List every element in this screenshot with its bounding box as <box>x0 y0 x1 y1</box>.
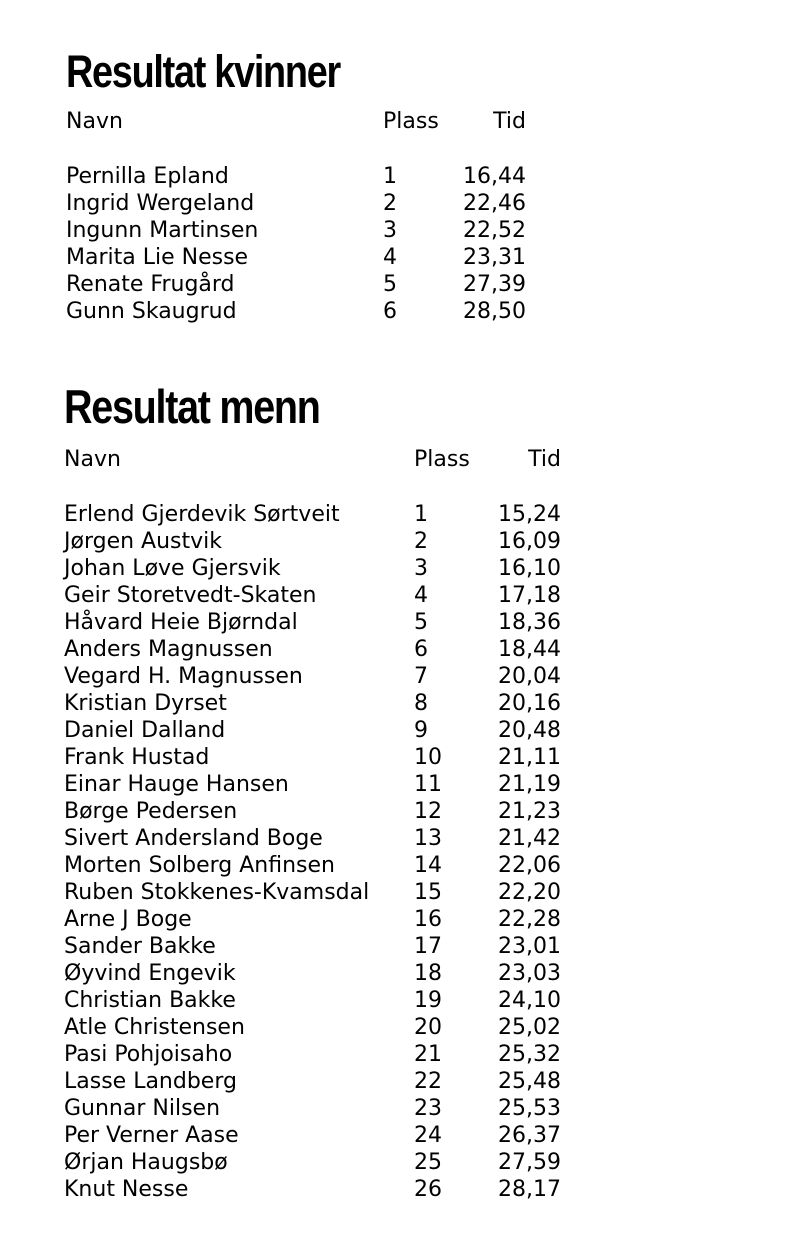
finish-time: 18,44 <box>498 637 561 662</box>
placement: 2 <box>383 191 397 216</box>
finish-time: 23,03 <box>498 961 561 986</box>
result-row <box>66 298 546 325</box>
placement: 24 <box>414 1123 442 1148</box>
placement: 15 <box>414 880 442 905</box>
placement: 14 <box>414 853 442 878</box>
women-results-section <box>66 44 546 325</box>
athlete-name: Pasi Pohjoisaho <box>64 1042 233 1067</box>
time-column-header: Tid <box>493 109 526 134</box>
athlete-name: Vegard H. Magnussen <box>64 664 303 689</box>
result-row <box>64 852 584 879</box>
athlete-name: Gunn Skaugrud <box>66 299 237 324</box>
result-row <box>66 271 546 298</box>
finish-time: 25,48 <box>498 1069 561 1094</box>
finish-time: 23,31 <box>463 245 526 270</box>
athlete-name: Renate Frugård <box>66 272 235 297</box>
finish-time: 23,01 <box>498 934 561 959</box>
result-row <box>64 771 584 798</box>
result-row <box>64 798 584 825</box>
placement: 17 <box>414 934 442 959</box>
finish-time: 25,02 <box>498 1015 561 1040</box>
result-row <box>64 1068 584 1095</box>
placement: 1 <box>383 164 397 189</box>
athlete-name: Anders Magnussen <box>64 637 273 662</box>
result-row <box>64 582 584 609</box>
placement: 9 <box>414 718 428 743</box>
athlete-name: Erlend Gjerdevik Sørtveit <box>64 502 340 527</box>
athlete-name: Øyvind Engevik <box>64 961 236 986</box>
athlete-name: Morten Solberg Anfinsen <box>64 853 335 878</box>
placement: 11 <box>414 772 442 797</box>
result-row <box>64 1041 584 1068</box>
men-results-section <box>64 378 584 1203</box>
athlete-name: Ruben Stokkenes-Kvamsdal <box>64 880 370 905</box>
result-row <box>64 1176 584 1203</box>
finish-time: 27,59 <box>498 1150 561 1175</box>
finish-time: 28,17 <box>498 1177 561 1202</box>
name-column-header: Navn <box>66 109 123 134</box>
athlete-name: Sivert Andersland Boge <box>64 826 323 851</box>
men-results-list <box>64 501 584 1203</box>
athlete-name: Marita Lie Nesse <box>66 245 249 270</box>
result-row <box>64 690 584 717</box>
result-row <box>66 244 546 271</box>
placement: 1 <box>414 502 428 527</box>
result-row <box>64 636 584 663</box>
result-row <box>64 879 584 906</box>
placement: 4 <box>414 583 428 608</box>
place-column-header: Plass <box>383 109 439 134</box>
finish-time: 27,39 <box>463 272 526 297</box>
athlete-name: Geir Storetvedt-Skaten <box>64 583 317 608</box>
result-row <box>64 825 584 852</box>
finish-time: 25,32 <box>498 1042 561 1067</box>
place-column-header: Plass <box>414 447 470 472</box>
women-results-list <box>66 163 546 325</box>
finish-time: 22,52 <box>463 218 526 243</box>
result-row <box>64 987 584 1014</box>
placement: 13 <box>414 826 442 851</box>
finish-time: 22,06 <box>498 853 561 878</box>
athlete-name: Håvard Heie Bjørndal <box>64 610 298 635</box>
athlete-name: Atle Christensen <box>64 1015 245 1040</box>
finish-time: 20,48 <box>498 718 561 743</box>
men-column-headers <box>64 446 584 473</box>
placement: 16 <box>414 907 442 932</box>
placement: 22 <box>414 1069 442 1094</box>
result-row <box>64 528 584 555</box>
result-row <box>64 933 584 960</box>
placement: 23 <box>414 1096 442 1121</box>
result-row <box>64 906 584 933</box>
finish-time: 22,46 <box>463 191 526 216</box>
finish-time: 18,36 <box>498 610 561 635</box>
result-row <box>64 960 584 987</box>
finish-time: 21,19 <box>498 772 561 797</box>
placement: 20 <box>414 1015 442 1040</box>
finish-time: 21,42 <box>498 826 561 851</box>
finish-time: 21,23 <box>498 799 561 824</box>
finish-time: 16,44 <box>463 164 526 189</box>
placement: 6 <box>414 637 428 662</box>
athlete-name: Christian Bakke <box>64 988 236 1013</box>
athlete-name: Knut Nesse <box>64 1177 189 1202</box>
finish-time: 26,37 <box>498 1123 561 1148</box>
placement: 3 <box>414 556 428 581</box>
placement: 5 <box>383 272 397 297</box>
athlete-name: Arne J Boge <box>64 907 192 932</box>
name-column-header: Navn <box>64 447 121 472</box>
placement: 19 <box>414 988 442 1013</box>
finish-time: 22,20 <box>498 880 561 905</box>
placement: 26 <box>414 1177 442 1202</box>
placement: 8 <box>414 691 428 716</box>
result-row <box>64 1095 584 1122</box>
placement: 18 <box>414 961 442 986</box>
placement: 10 <box>414 745 442 770</box>
athlete-name: Ingrid Wergeland <box>66 191 255 216</box>
finish-time: 15,24 <box>498 502 561 527</box>
placement: 6 <box>383 299 397 324</box>
placement: 7 <box>414 664 428 689</box>
finish-time: 20,16 <box>498 691 561 716</box>
athlete-name: Jørgen Austvik <box>64 529 222 554</box>
women-column-headers <box>66 108 546 135</box>
result-row <box>64 609 584 636</box>
result-row <box>64 717 584 744</box>
result-row <box>64 744 584 771</box>
result-row <box>64 1014 584 1041</box>
athlete-name: Per Verner Aase <box>64 1123 239 1148</box>
men-results-title: Resultat menn <box>64 380 320 433</box>
finish-time: 22,28 <box>498 907 561 932</box>
finish-time: 25,53 <box>498 1096 561 1121</box>
result-row <box>64 1122 584 1149</box>
placement: 21 <box>414 1042 442 1067</box>
athlete-name: Johan Løve Gjersvik <box>64 556 281 581</box>
result-row <box>64 663 584 690</box>
athlete-name: Ingunn Martinsen <box>66 218 259 243</box>
athlete-name: Frank Hustad <box>64 745 210 770</box>
placement: 25 <box>414 1150 442 1175</box>
athlete-name: Sander Bakke <box>64 934 216 959</box>
athlete-name: Kristian Dyrset <box>64 691 227 716</box>
finish-time: 20,04 <box>498 664 561 689</box>
placement: 2 <box>414 529 428 554</box>
result-row <box>64 1149 584 1176</box>
placement: 3 <box>383 218 397 243</box>
finish-time: 17,18 <box>498 583 561 608</box>
result-row <box>64 555 584 582</box>
women-results-title: Resultat kvinner <box>66 46 340 97</box>
placement: 12 <box>414 799 442 824</box>
result-row <box>66 163 546 190</box>
finish-time: 28,50 <box>463 299 526 324</box>
finish-time: 24,10 <box>498 988 561 1013</box>
placement: 5 <box>414 610 428 635</box>
result-row <box>66 217 546 244</box>
athlete-name: Pernilla Epland <box>66 164 229 189</box>
athlete-name: Lasse Landberg <box>64 1069 237 1094</box>
finish-time: 21,11 <box>498 745 561 770</box>
result-row <box>64 501 584 528</box>
athlete-name: Einar Hauge Hansen <box>64 772 289 797</box>
finish-time: 16,09 <box>498 529 561 554</box>
athlete-name: Daniel Dalland <box>64 718 226 743</box>
time-column-header: Tid <box>528 447 561 472</box>
placement: 4 <box>383 245 397 270</box>
finish-time: 16,10 <box>498 556 561 581</box>
athlete-name: Børge Pedersen <box>64 799 238 824</box>
athlete-name: Ørjan Haugsbø <box>64 1150 228 1175</box>
result-row <box>66 190 546 217</box>
athlete-name: Gunnar Nilsen <box>64 1096 221 1121</box>
